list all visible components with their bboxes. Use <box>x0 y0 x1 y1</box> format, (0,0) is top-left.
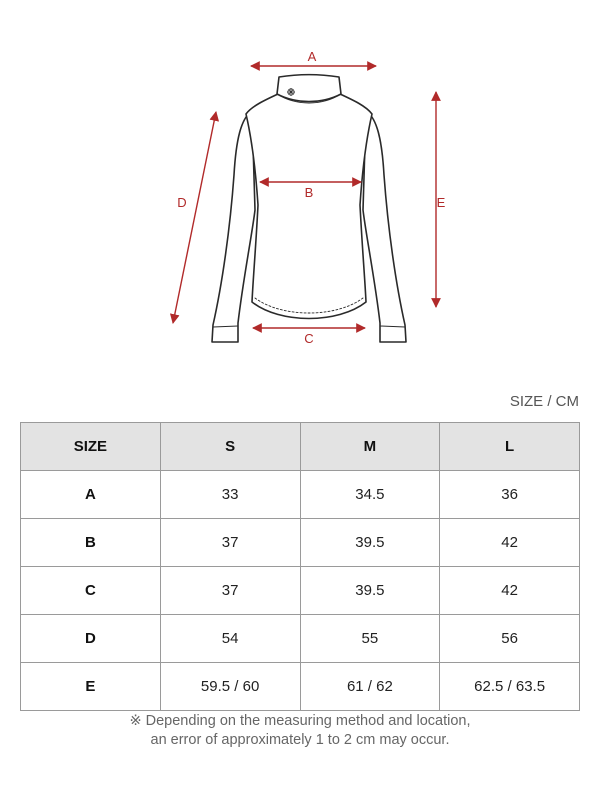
turtleneck-top-illustration <box>212 75 406 342</box>
table-cell: 36 <box>440 471 580 519</box>
table-cell: 37 <box>160 519 300 567</box>
garment-measurement-diagram <box>0 0 600 370</box>
disclaimer-line-2: an error of approximately 1 to 2 cm may occur. <box>150 732 450 748</box>
table-cell: 33 <box>160 471 300 519</box>
table-cell: 42 <box>440 519 580 567</box>
row-label: C <box>21 567 161 615</box>
measure-label-e: E <box>436 195 446 210</box>
size-chart-table <box>20 422 580 711</box>
header-m: M <box>300 423 440 471</box>
table-cell: 34.5 <box>300 471 440 519</box>
size-unit-label: SIZE / CM <box>509 393 579 410</box>
table-cell: 62.5 / 63.5 <box>440 663 580 711</box>
row-label: D <box>21 615 161 663</box>
table-cell: 56 <box>440 615 580 663</box>
row-label: A <box>21 471 161 519</box>
table-row <box>21 519 580 567</box>
measure-label-a: A <box>307 49 317 64</box>
table-cell: 39.5 <box>300 519 440 567</box>
table-cell: 55 <box>300 615 440 663</box>
disclaimer-line-1: ※ Depending on the measuring method and location, <box>129 713 471 729</box>
table-cell: 54 <box>160 615 300 663</box>
table-cell: 39.5 <box>300 567 440 615</box>
table-row <box>21 663 580 711</box>
table-row <box>21 615 580 663</box>
table-row <box>21 471 580 519</box>
measure-label-d: D <box>177 195 187 210</box>
table-row <box>21 567 580 615</box>
row-label: E <box>21 663 161 711</box>
row-label: B <box>21 519 161 567</box>
header-size: SIZE <box>21 423 161 471</box>
measure-arrow-d <box>173 112 216 323</box>
table-cell: 37 <box>160 567 300 615</box>
measure-label-c: C <box>304 331 314 346</box>
table-header-row <box>21 423 580 471</box>
measure-label-b: B <box>304 185 314 200</box>
header-s: S <box>160 423 300 471</box>
table-cell: 42 <box>440 567 580 615</box>
measurement-disclaimer <box>0 712 600 750</box>
table-cell: 61 / 62 <box>300 663 440 711</box>
table-cell: 59.5 / 60 <box>160 663 300 711</box>
header-l: L <box>440 423 580 471</box>
